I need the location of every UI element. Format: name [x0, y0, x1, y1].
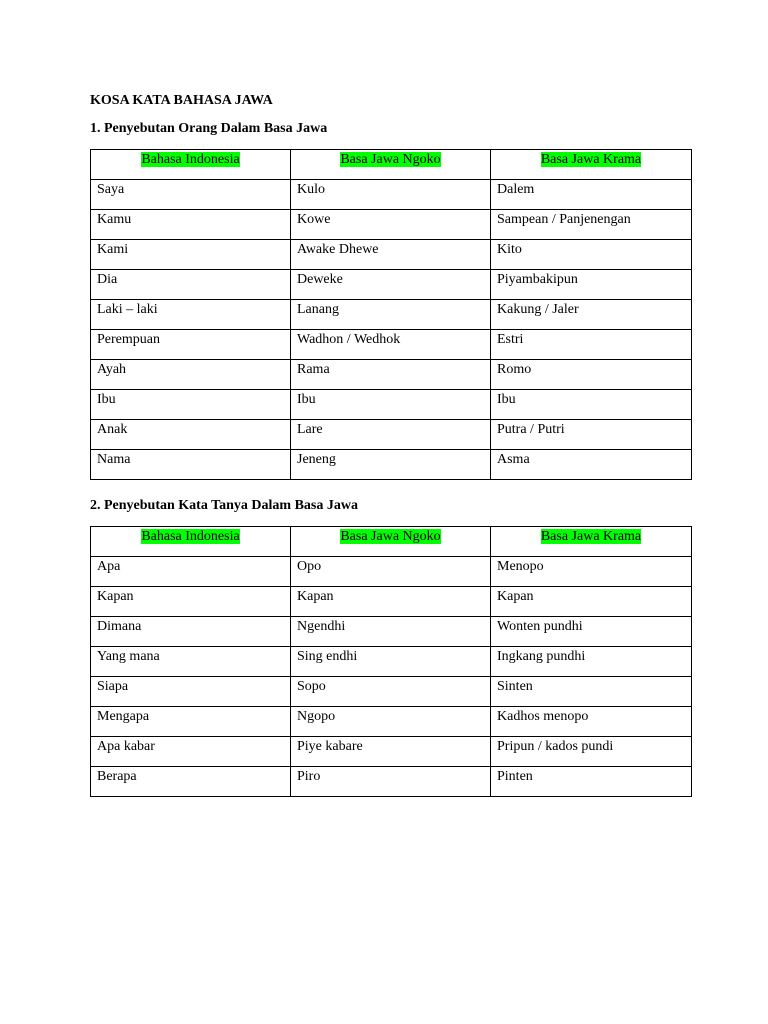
cell-ngoko: Awake Dhewe: [291, 240, 491, 270]
cell-ngoko: Kapan: [291, 587, 491, 617]
cell-krama: Kakung / Jaler: [491, 300, 692, 330]
cell-ngoko: Ibu: [291, 390, 491, 420]
cell-indonesia: Ibu: [91, 390, 291, 420]
table-row: [91, 240, 692, 270]
table-row: [91, 647, 692, 677]
cell-indonesia: Anak: [91, 420, 291, 450]
section-heading-people: 1. Penyebutan Orang Dalam Basa Jawa: [90, 121, 328, 136]
column-header-indonesia: [91, 527, 291, 557]
cell-indonesia: Mengapa: [91, 707, 291, 737]
table-row: [91, 390, 692, 420]
column-header-ngoko: [291, 527, 491, 557]
cell-indonesia: Kami: [91, 240, 291, 270]
cell-krama: Pinten: [491, 767, 692, 797]
cell-ngoko: Lanang: [291, 300, 491, 330]
cell-indonesia: Ayah: [91, 360, 291, 390]
cell-indonesia: Berapa: [91, 767, 291, 797]
cell-ngoko: Kowe: [291, 210, 491, 240]
table-row: [91, 420, 692, 450]
document-title: KOSA KATA BAHASA JAWA: [90, 93, 273, 108]
cell-krama: Wonten pundhi: [491, 617, 692, 647]
cell-ngoko: Jeneng: [291, 450, 491, 480]
cell-krama: Piyambakipun: [491, 270, 692, 300]
cell-krama: Asma: [491, 450, 692, 480]
table-header-row: [91, 150, 692, 180]
cell-ngoko: Lare: [291, 420, 491, 450]
table-row: [91, 587, 692, 617]
vocab-table-people: [90, 149, 692, 480]
cell-krama: Menopo: [491, 557, 692, 587]
cell-krama: Ibu: [491, 390, 692, 420]
cell-indonesia: Dimana: [91, 617, 291, 647]
cell-indonesia: Laki – laki: [91, 300, 291, 330]
cell-ngoko: Ngopo: [291, 707, 491, 737]
cell-krama: Estri: [491, 330, 692, 360]
cell-krama: Dalem: [491, 180, 692, 210]
cell-ngoko: Piro: [291, 767, 491, 797]
column-header-krama: [491, 527, 692, 557]
cell-krama: Pripun / kados pundi: [491, 737, 692, 767]
table-row: [91, 450, 692, 480]
table-row: [91, 180, 692, 210]
cell-krama: Sinten: [491, 677, 692, 707]
cell-indonesia: Dia: [91, 270, 291, 300]
cell-krama: Kadhos menopo: [491, 707, 692, 737]
column-header-label: Basa Jawa Krama: [540, 529, 642, 544]
cell-indonesia: Saya: [91, 180, 291, 210]
cell-krama: Sampean / Panjenengan: [491, 210, 692, 240]
cell-krama: Kapan: [491, 587, 692, 617]
cell-ngoko: Deweke: [291, 270, 491, 300]
cell-indonesia: Yang mana: [91, 647, 291, 677]
table-row: [91, 617, 692, 647]
cell-krama: Romo: [491, 360, 692, 390]
cell-ngoko: Rama: [291, 360, 491, 390]
table-row: [91, 677, 692, 707]
cell-ngoko: Kulo: [291, 180, 491, 210]
section-heading-questions: 2. Penyebutan Kata Tanya Dalam Basa Jawa: [90, 498, 358, 513]
table-row: [91, 300, 692, 330]
column-header-ngoko: [291, 150, 491, 180]
cell-krama: Ingkang pundhi: [491, 647, 692, 677]
table-row: [91, 210, 692, 240]
cell-indonesia: Kapan: [91, 587, 291, 617]
cell-krama: Putra / Putri: [491, 420, 692, 450]
cell-indonesia: Nama: [91, 450, 291, 480]
column-header-krama: [491, 150, 692, 180]
table-header-row: [91, 527, 692, 557]
table-row: [91, 707, 692, 737]
column-header-label: Bahasa Indonesia: [141, 529, 240, 544]
table-row: [91, 767, 692, 797]
cell-indonesia: Apa kabar: [91, 737, 291, 767]
table-row: [91, 737, 692, 767]
cell-indonesia: Apa: [91, 557, 291, 587]
cell-indonesia: Kamu: [91, 210, 291, 240]
table-row: [91, 330, 692, 360]
column-header-indonesia: [91, 150, 291, 180]
column-header-label: Basa Jawa Ngoko: [340, 529, 441, 544]
vocab-table-questions: [90, 526, 692, 797]
cell-indonesia: Perempuan: [91, 330, 291, 360]
cell-ngoko: Opo: [291, 557, 491, 587]
table-row: [91, 360, 692, 390]
table-row: [91, 557, 692, 587]
cell-ngoko: Sopo: [291, 677, 491, 707]
cell-ngoko: Sing endhi: [291, 647, 491, 677]
column-header-label: Bahasa Indonesia: [141, 152, 240, 167]
cell-ngoko: Wadhon / Wedhok: [291, 330, 491, 360]
table-row: [91, 270, 692, 300]
column-header-label: Basa Jawa Ngoko: [340, 152, 441, 167]
cell-indonesia: Siapa: [91, 677, 291, 707]
cell-ngoko: Ngendhi: [291, 617, 491, 647]
column-header-label: Basa Jawa Krama: [540, 152, 642, 167]
cell-ngoko: Piye kabare: [291, 737, 491, 767]
cell-krama: Kito: [491, 240, 692, 270]
